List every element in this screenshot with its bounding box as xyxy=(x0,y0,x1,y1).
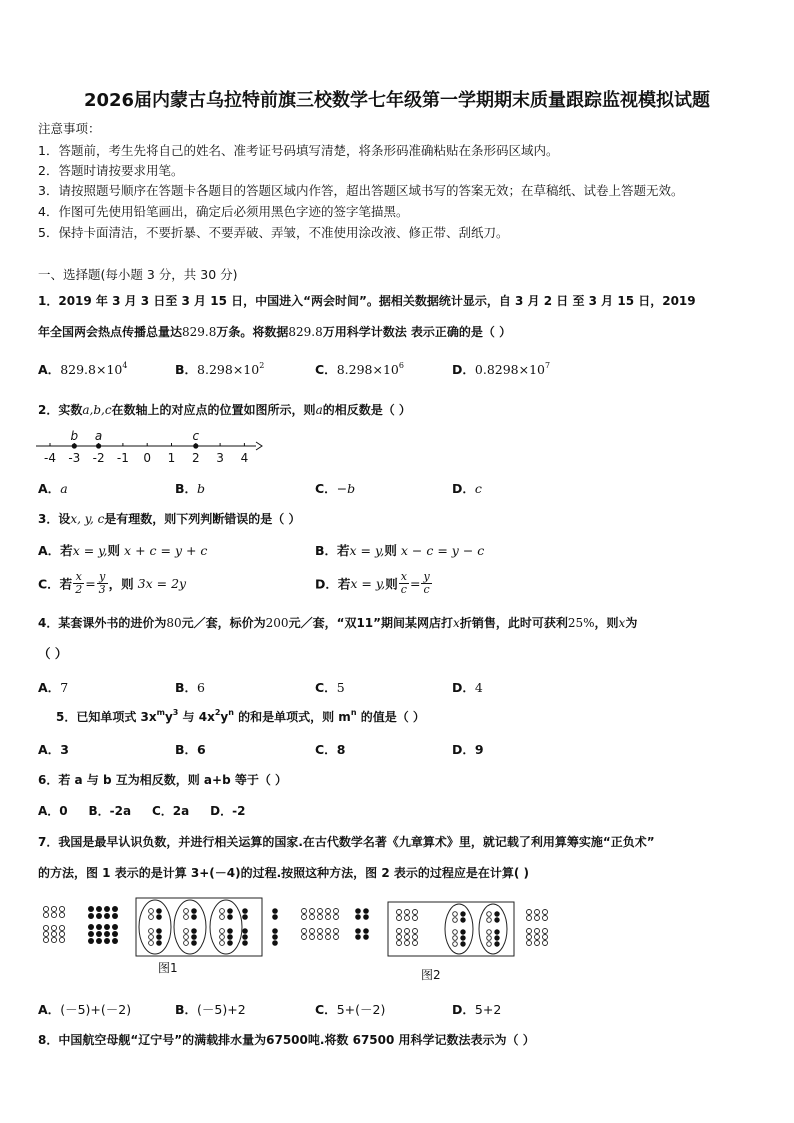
q5-option-b[interactable] xyxy=(175,740,206,758)
rod-group xyxy=(355,908,369,940)
page-title: 2026届内蒙古乌拉特前旗三校数学七年级第一学期期末质量跟踪监视模拟试题 xyxy=(83,90,711,111)
q7-option-d[interactable] xyxy=(452,1000,501,1018)
option-label: C． xyxy=(315,1002,337,1017)
option-label: B． xyxy=(175,1002,198,1017)
q2-text: 在数轴上的对应点的位置如图所示，则 xyxy=(111,403,316,417)
notice-item: 4．作图可先使用铅笔画出，确定后必须用黑色字迹的签字笔描黑。 xyxy=(38,204,409,219)
q2-option-a[interactable] xyxy=(38,479,68,497)
notice-item: 5．保持卡面清洁，不要折暴、不要弄破、弄皱，不准使用涂改液、修正带、刮纸刀。 xyxy=(38,225,509,240)
numerator: y xyxy=(423,570,430,583)
q4-text: 元／套，“双11”期间某网店打 xyxy=(288,616,454,630)
tick-label: 0 xyxy=(143,451,152,465)
question-5 xyxy=(56,708,425,725)
option-value: 7 xyxy=(60,680,69,695)
q2-text: 2．实数 xyxy=(38,403,83,417)
q1-text: 年全国两会热点传播总量达 xyxy=(38,325,183,339)
q1-option-b[interactable] xyxy=(175,360,264,378)
rod-group xyxy=(88,906,118,944)
option-label: C． xyxy=(315,742,337,757)
option-value: x + c = y + c xyxy=(124,543,208,558)
q3-option-c[interactable] xyxy=(38,571,186,596)
q3-text: 3．设 xyxy=(38,512,71,526)
option-value: 3x = 2y xyxy=(137,576,187,591)
option-label: D． xyxy=(452,1002,475,1017)
option-cond: x = y, xyxy=(349,543,385,558)
q4-value: 80 xyxy=(166,616,182,630)
question-6: 6．若 a 与 b 互为相反数，则 a+b 等于（ ） xyxy=(38,773,288,787)
option-exponent: 7 xyxy=(545,361,551,370)
q6-options[interactable]: A．0 B．-2a C．2a D．-2 xyxy=(38,804,246,818)
option-exponent: 2 xyxy=(259,361,265,370)
rod-group xyxy=(272,908,278,946)
option-exponent: 6 xyxy=(398,361,404,370)
fraction xyxy=(97,571,108,596)
question-1-line-2 xyxy=(38,323,511,340)
axis-arrow-icon xyxy=(256,442,262,450)
tick-label: -3 xyxy=(68,451,81,465)
question-4-line-2: （ ） xyxy=(38,646,68,661)
option-value: (－5)+2 xyxy=(197,1002,246,1017)
q5-text: 的值是（ ） xyxy=(356,710,425,724)
option-label: C． xyxy=(315,362,337,377)
fraction xyxy=(421,571,431,596)
figure-2-box xyxy=(388,902,514,956)
q4-text: 元／套，标价为 xyxy=(181,616,266,630)
option-text: 则 xyxy=(107,543,121,558)
option-value: 6 xyxy=(197,742,206,757)
q3-option-b[interactable] xyxy=(315,541,484,559)
option-value: 5+2 xyxy=(474,1002,502,1017)
option-label: A． xyxy=(38,742,61,757)
q1-option-c[interactable] xyxy=(315,360,404,378)
equals: = xyxy=(85,576,96,591)
q5-option-a[interactable] xyxy=(38,740,69,758)
ellipse xyxy=(174,900,206,954)
option-label: A． xyxy=(38,362,61,377)
denominator: c xyxy=(423,583,430,596)
q4-text: 为 xyxy=(625,616,638,630)
q3-option-d[interactable] xyxy=(315,571,433,596)
exponent: m xyxy=(156,708,165,717)
q7-option-b[interactable] xyxy=(175,1000,246,1018)
q1-value: 829.8 xyxy=(288,325,323,339)
ellipse xyxy=(445,904,473,954)
q5-text: 5．已知单项式 3x xyxy=(56,710,157,724)
option-label: D． xyxy=(452,362,475,377)
point-label-c: c xyxy=(192,429,200,443)
q4-text: 折销售，此时可获利 xyxy=(459,616,568,630)
point-c xyxy=(193,443,198,448)
option-value: 8.298×10 xyxy=(336,362,399,377)
q5-text: 与 4x xyxy=(178,710,215,724)
notice-item: 2．答题时请按要求用笔。 xyxy=(38,163,184,178)
q2-text: 的相反数是（ ） xyxy=(322,403,411,417)
q4-text: 4．某套课外书的进价为 xyxy=(38,616,167,630)
q2-option-d[interactable] xyxy=(452,479,482,497)
ellipse xyxy=(479,904,507,954)
q1-option-a[interactable] xyxy=(38,360,127,378)
fraction xyxy=(399,571,409,596)
question-3 xyxy=(38,510,300,527)
denominator: 2 xyxy=(75,583,83,596)
option-label: D． xyxy=(452,680,475,695)
exponent: n xyxy=(350,708,357,717)
option-value: 3 xyxy=(60,742,69,757)
figure-1 xyxy=(43,898,277,956)
option-label: A．若 xyxy=(38,543,73,558)
option-label: C． xyxy=(315,680,337,695)
tick-label: 4 xyxy=(240,451,249,465)
q2-option-b[interactable] xyxy=(175,479,205,497)
equals: = xyxy=(409,576,421,591)
question-7-line-2: 的方法，图 1 表示的是计算 3+(－4)的过程.按照这种方法，图 2 表示的过程应是在计算( ) xyxy=(38,866,530,880)
q4-var: x xyxy=(453,616,460,630)
q1-text: 万用科学计数法 表示正确的是（ ） xyxy=(322,325,512,339)
option-label: B． xyxy=(175,680,198,695)
option-value: b xyxy=(197,481,206,496)
option-value: 9 xyxy=(474,742,484,757)
counting-rods-figure xyxy=(38,894,558,984)
q7-option-c[interactable] xyxy=(315,1000,385,1018)
q7-option-a[interactable] xyxy=(38,1000,131,1018)
option-text: 则 xyxy=(385,576,398,592)
option-cond: x = y, xyxy=(72,543,108,558)
q4-value: 200 xyxy=(265,616,289,630)
tick-label: -2 xyxy=(92,451,105,465)
ellipse xyxy=(139,900,171,954)
option-label: B． xyxy=(175,362,198,377)
option-label: D．若 xyxy=(315,576,351,592)
q4-var: x xyxy=(618,616,626,630)
figure-2-label: 图2 xyxy=(421,968,441,982)
option-value: 6 xyxy=(197,680,205,695)
option-label: A． xyxy=(38,680,61,695)
option-value: 829.8×10 xyxy=(60,362,123,377)
notice-heading: 注意事项： xyxy=(38,121,101,136)
tick-label: 3 xyxy=(216,451,224,465)
option-label: C． xyxy=(315,481,337,496)
option-text: ，则 xyxy=(108,576,134,592)
q5-text: y xyxy=(220,710,229,724)
q5-text: y xyxy=(164,710,173,724)
option-value: 4 xyxy=(474,680,483,695)
figure-1-label: 图1 xyxy=(158,961,178,975)
q5-text: 的和是单项式，则 m xyxy=(233,710,351,724)
point-label-a: a xyxy=(94,429,103,443)
q2-option-c[interactable] xyxy=(315,479,355,497)
point-a xyxy=(96,443,101,448)
q4-option-b[interactable] xyxy=(175,678,205,696)
q5-option-d[interactable] xyxy=(452,740,484,758)
notice-item: 1．答题前，考生先将自己的姓名、准考证号码填写清楚，将条形码准确粘贴在条形码区域内。 xyxy=(38,143,559,158)
option-label: D． xyxy=(452,742,475,757)
question-4-line-1 xyxy=(38,614,637,631)
ellipse xyxy=(210,900,242,954)
section-heading: 一、选择题(每小题 3 分，共 30 分) xyxy=(38,267,238,282)
numerator: y xyxy=(97,571,108,584)
option-value: 5 xyxy=(336,680,345,695)
option-value: x − c = y − c xyxy=(400,543,485,558)
option-value: −b xyxy=(336,481,356,496)
exponent: 2 xyxy=(214,708,221,717)
option-text: 则 xyxy=(384,543,397,558)
point-label-b: b xyxy=(70,429,79,443)
rod-group xyxy=(527,910,548,946)
option-label: C．若 xyxy=(38,576,73,592)
q4-option-d[interactable] xyxy=(452,678,483,696)
q4-option-a[interactable] xyxy=(38,678,68,696)
q3-option-a[interactable] xyxy=(38,541,207,559)
q1-value: 829.8 xyxy=(182,325,217,339)
option-value: 5+(－2) xyxy=(336,1002,386,1017)
option-label: A． xyxy=(38,1002,61,1017)
option-cond: x = y, xyxy=(350,576,386,591)
notice-item: 3．请按照题号顺序在答题卡各题目的答题区域内作答，超出答题区域书写的答案无效；在草稿纸、试卷上答题无效。 xyxy=(38,183,684,198)
option-value: a xyxy=(60,481,68,496)
q4-value: 25% xyxy=(567,616,595,630)
point-b xyxy=(72,443,77,448)
question-2 xyxy=(38,401,411,418)
tick-label: -4 xyxy=(44,451,56,465)
option-exponent: 4 xyxy=(122,361,128,370)
exponent: 3 xyxy=(172,708,179,717)
option-label: B．若 xyxy=(315,543,350,558)
tick-label: 2 xyxy=(191,451,200,465)
numerator: x xyxy=(73,571,84,584)
option-label: A． xyxy=(38,481,61,496)
question-7-line-1: 7．我国是最早认识负数，并进行相关运算的国家.在古代数学名著《九章算术》里，就记载了利用算筹实施“正负术” xyxy=(38,835,655,849)
option-value: 8 xyxy=(336,742,346,757)
figure-2 xyxy=(388,902,514,956)
question-1-line-1: 1．2019 年 3 月 3 日至 3 月 15 日，中国进入“两会时间”。据相关数据统计显示，自 3 月 2 日 至 3 月 15 日，2019 xyxy=(38,294,696,308)
option-value: 8.298×10 xyxy=(197,362,260,377)
q1-text: 万条。将数据 xyxy=(216,325,289,339)
option-value: c xyxy=(474,481,482,496)
option-label: B． xyxy=(175,742,198,757)
option-value: 0.8298×10 xyxy=(474,362,546,377)
q2-var: a xyxy=(315,403,323,417)
figure-1-box xyxy=(136,898,262,956)
denominator: c xyxy=(400,583,407,596)
option-label: B． xyxy=(175,481,198,496)
q4-text: ，则 xyxy=(594,616,619,630)
q4-option-c[interactable] xyxy=(315,678,345,696)
option-value: (－5)+(－2) xyxy=(60,1002,132,1017)
number-line xyxy=(34,426,264,468)
fraction xyxy=(73,571,84,596)
denominator: 3 xyxy=(98,583,106,596)
option-label: D． xyxy=(452,481,475,496)
q5-option-c[interactable] xyxy=(315,740,345,758)
q3-vars: x, y, c xyxy=(70,512,105,526)
tick-label: -1 xyxy=(116,451,129,465)
question-8: 8．中国航空母舰“辽宁号”的满载排水量为67500吨.将数 67500 用科学记数法表示为（ ） xyxy=(38,1033,535,1047)
tick-label: 1 xyxy=(167,451,176,465)
rod-group xyxy=(43,906,64,942)
rod-group xyxy=(302,909,339,940)
q3-text: 是有理数，则下列判断错误的是（ ） xyxy=(104,512,301,526)
q1-option-d[interactable] xyxy=(452,360,550,378)
exponent: n xyxy=(228,708,234,717)
q2-vars: a,b,c xyxy=(82,403,112,417)
numerator: x xyxy=(400,570,407,583)
